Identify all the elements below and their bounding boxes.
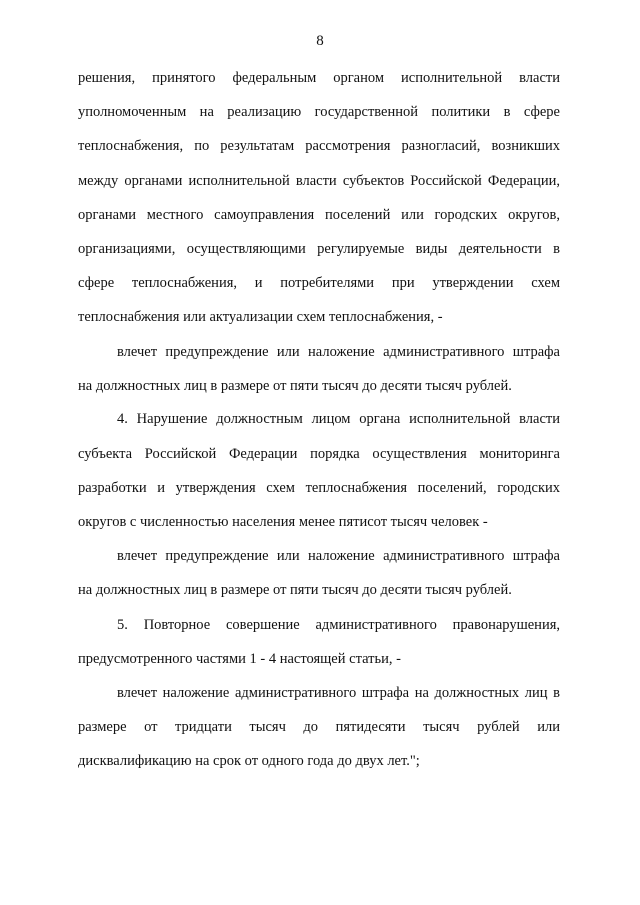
text-line: влечет предупреждение или наложение административного штрафа — [117, 344, 560, 360]
text-line: органами местного самоуправления поселений или городских округов, — [78, 207, 560, 223]
text-line: разработки и утверждения схем теплоснабжения поселений, городских — [78, 480, 560, 496]
text-line: влечет предупреждение или наложение административного штрафа — [117, 548, 560, 564]
text-line: сфере теплоснабжения, и потребителями при утверждении схем — [78, 275, 560, 291]
text-line: округов с численностью населения менее пятисот тысяч человек - — [78, 514, 488, 530]
text-line: субъекта Российской Федерации порядка осуществления мониторинга — [78, 446, 560, 462]
text-line: на должностных лиц в размере от пяти тысяч до десяти тысяч рублей. — [78, 582, 512, 598]
text-line: организациями, осуществляющими регулируемые виды деятельности в — [78, 241, 560, 257]
text-line: предусмотренного частями 1 - 4 настоящей статьи, - — [78, 651, 401, 667]
text-line: между органами исполнительной власти субъектов Российской Федерации, — [78, 173, 560, 189]
text-line: на должностных лиц в размере от пяти тысяч до десяти тысяч рублей. — [78, 378, 512, 394]
text-line: размере от тридцати тысяч до пятидесяти тысяч рублей или — [78, 719, 560, 735]
text-line: влечет наложение административного штрафа на должностных лиц в — [117, 685, 560, 701]
text-line: дисквалификацию на срок от одного года до двух лет."; — [78, 753, 420, 769]
text-line: теплоснабжения или актуализации схем теплоснабжения, - — [78, 309, 443, 325]
text-line: 4. Нарушение должностным лицом органа исполнительной власти — [117, 411, 560, 427]
text-line: 5. Повторное совершение административного правонарушения, — [117, 617, 560, 633]
text-line: решения, принятого федеральным органом исполнительной власти — [78, 70, 560, 86]
text-line: теплоснабжения, по результатам рассмотрения разногласий, возникших — [78, 138, 560, 154]
page-number: 8 — [316, 33, 324, 49]
text-line: уполномоченным на реализацию государственной политики в сфере — [78, 104, 560, 120]
